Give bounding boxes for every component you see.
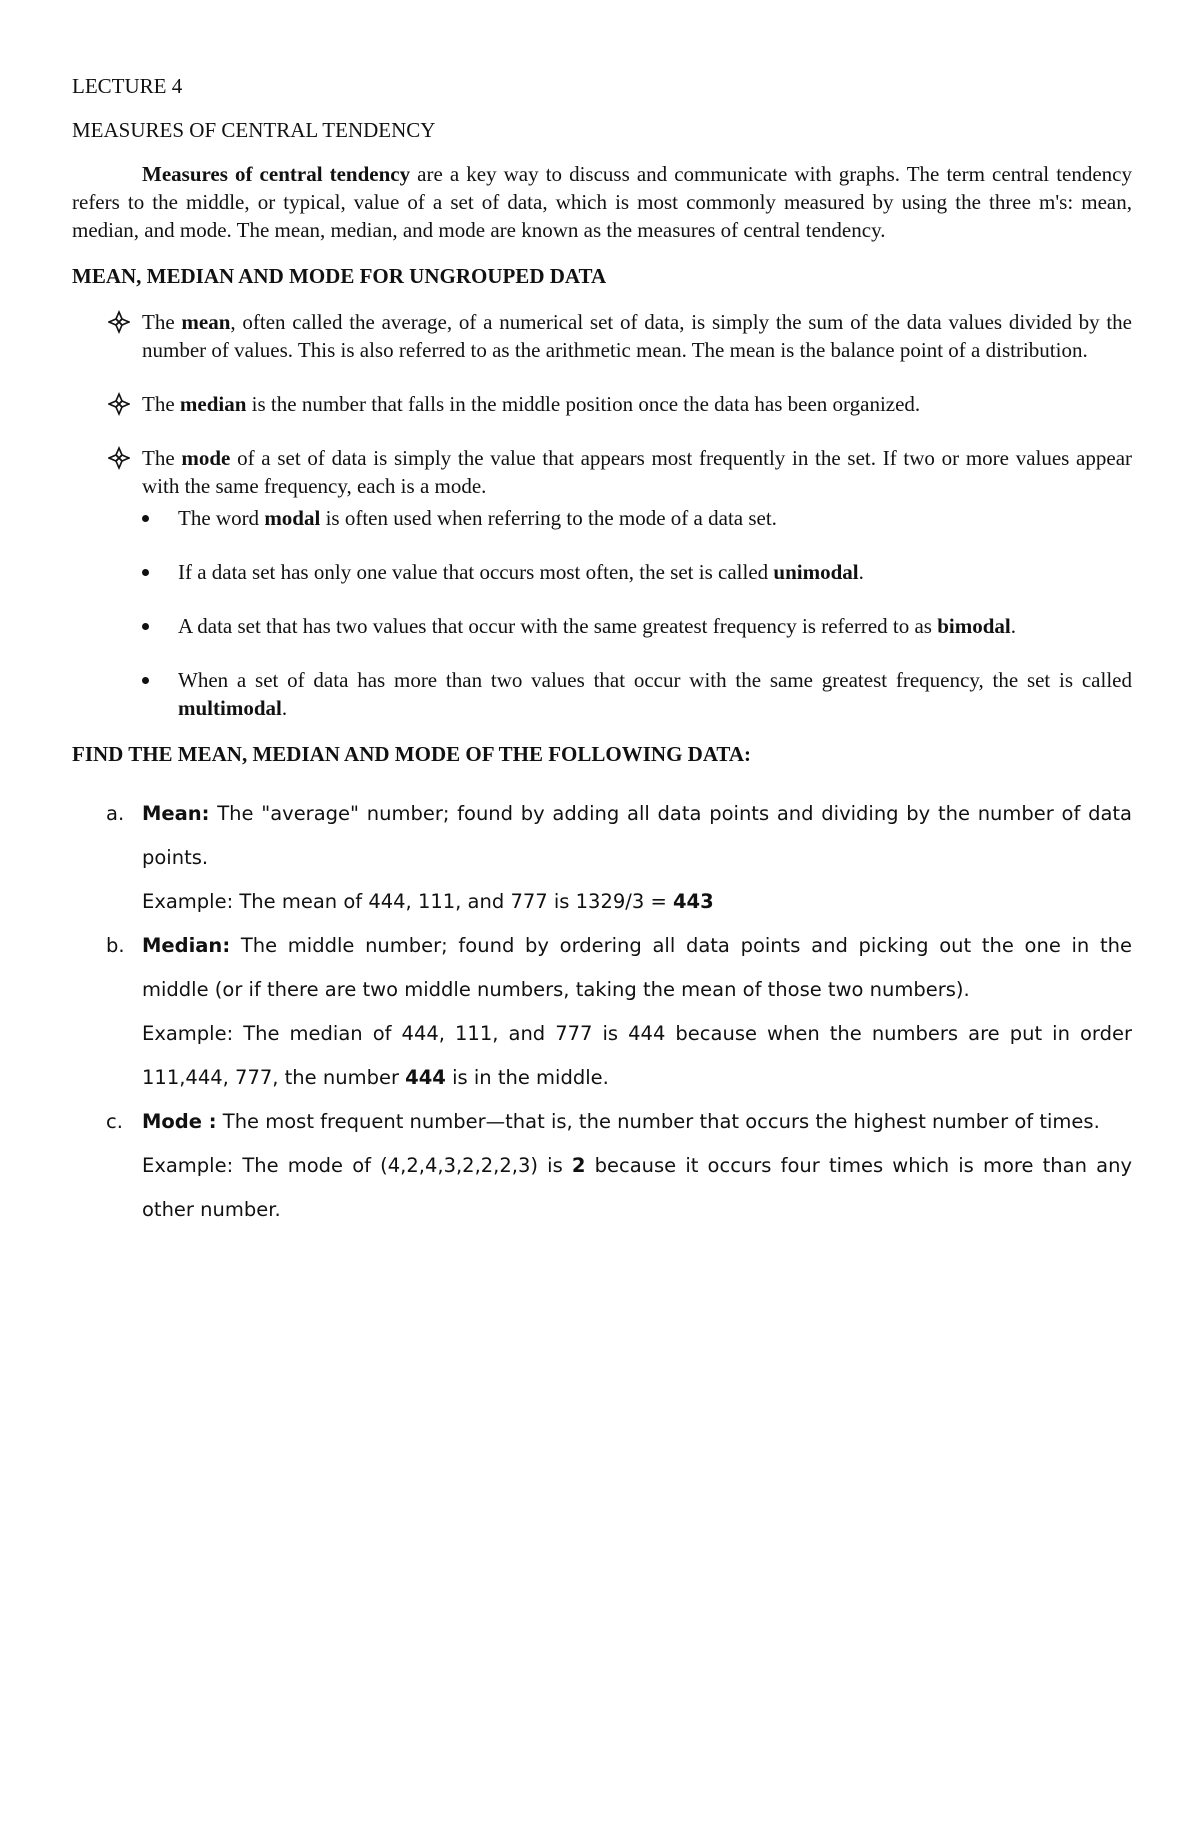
multimodal-term: multimodal — [178, 696, 282, 720]
diamond-bullet-icon — [108, 445, 130, 471]
list-item-modal — [142, 504, 1132, 532]
bimodal-term: bimodal — [937, 614, 1011, 638]
document-page — [72, 72, 1132, 1232]
example-answer: 444 — [405, 1066, 446, 1089]
example-text-end: is in the middle. — [445, 1066, 609, 1089]
multimodal-pre: When a set of data has more than two values that occur with the same greatest frequency, the set is called — [178, 668, 1132, 692]
bullet-dot-icon — [142, 623, 149, 630]
section-heading-ungrouped: MEAN, MEDIAN AND MODE FOR UNGROUPED DATA — [72, 264, 607, 288]
mode-sub-list — [142, 504, 1132, 722]
example-answer: 2 — [571, 1154, 586, 1177]
definition-term: Mode : — [142, 1110, 217, 1133]
definition-example — [142, 880, 1132, 924]
unimodal-pre: If a data set has only one value that occurs most often, the set is called — [178, 560, 774, 584]
list-item-bimodal — [142, 612, 1132, 640]
bimodal-post: . — [1010, 614, 1017, 638]
bullet-mode-pre: The — [142, 446, 182, 470]
unimodal-term: unimodal — [773, 560, 859, 584]
section-heading-find: FIND THE MEAN, MEDIAN AND MODE OF THE FOLLOWING DATA: — [72, 742, 752, 766]
bullet-mean-pre: The — [142, 310, 182, 334]
modal-term: modal — [264, 506, 321, 530]
list-item-unimodal — [142, 558, 1132, 586]
definition-term: Mean: — [142, 802, 210, 825]
bullet-median-term: median — [179, 392, 247, 416]
definition-letter: b. — [106, 934, 125, 957]
unimodal-post: . — [858, 560, 864, 584]
lecture-number: LECTURE 4 — [72, 74, 183, 98]
definition-example — [142, 1144, 1132, 1232]
bullet-dot-icon — [142, 515, 149, 522]
definition-example — [142, 1012, 1132, 1100]
definition-median — [72, 924, 1132, 1100]
list-item-multimodal — [142, 666, 1132, 722]
page-title: MEASURES OF CENTRAL TENDENCY — [72, 118, 436, 142]
example-text: Example: The median of 444, 111, and 777 is 444 because when the numbers are put in order 111,444, 777, the number — [142, 1022, 1132, 1089]
bullet-dot-icon — [142, 677, 149, 684]
example-text: Example: The mean of 444, 111, and 777 is 1329/3 = — [142, 890, 673, 913]
definition-text: The most frequent number—that is, the number that occurs the highest number of times. — [216, 1110, 1100, 1133]
bullet-mode — [72, 444, 1132, 722]
bullet-mode-term: mode — [181, 446, 231, 470]
bullet-mean — [72, 308, 1132, 364]
definition-letter: a. — [106, 802, 125, 825]
bullet-mean-term: mean — [181, 310, 231, 334]
definitions-list — [72, 792, 1132, 1232]
example-answer: 443 — [672, 890, 714, 913]
diamond-bullet-icon — [108, 309, 130, 335]
bullet-dot-icon — [142, 569, 149, 576]
definition-term: Median: — [142, 934, 231, 957]
example-text: Example: The mode of (4,2,4,3,2,2,2,3) is — [142, 1154, 572, 1177]
definition-mean — [72, 792, 1132, 924]
modal-post: is often used when referring to the mode of a data set. — [320, 506, 777, 530]
definition-mode — [72, 1100, 1132, 1232]
modal-pre: The word — [178, 506, 265, 530]
diamond-bullet-icon — [108, 391, 130, 417]
bullet-median-pre: The — [142, 392, 180, 416]
example-text-end: because it occurs four times which is more than any other number. — [142, 1154, 1132, 1221]
intro-paragraph — [72, 160, 1132, 244]
bullet-mean-text: , often called the average, of a numerical set of data, is simply the sum of the data values divided by the number of values. This is also referred to as the arithmetic mean. The mean is the balance point of a distribution. — [142, 310, 1132, 362]
bimodal-pre: A data set that has two values that occur with the same greatest frequency is referred to as — [178, 614, 938, 638]
intro-text: are a key way to discuss and communicate with graphs. The term central tendency refers to the middle, or typical, value of a set of data, which is most commonly measured by using the three m's: mean, median, and mode. The mean, median, and mode are known as the measures of central tendency. — [72, 162, 1132, 242]
bullet-median — [72, 390, 1132, 418]
bullet-median-text: is the number that falls in the middle position once the data has been organized. — [246, 392, 921, 416]
intro-term: Measures of central tendency — [142, 162, 411, 186]
multimodal-post: . — [281, 696, 288, 720]
bullet-mode-text: of a set of data is simply the value that appears most frequently in the set. If two or more values appear with the same frequency, each is a mode. — [142, 446, 1133, 498]
definition-text: The "average" number; found by adding all data points and dividing by the number of data points. — [142, 802, 1132, 869]
definition-text: The middle number; found by ordering all data points and picking out the one in the middle (or if there are two middle numbers, taking the mean of those two numbers). — [142, 934, 1132, 1001]
definition-letter: c. — [106, 1110, 123, 1133]
